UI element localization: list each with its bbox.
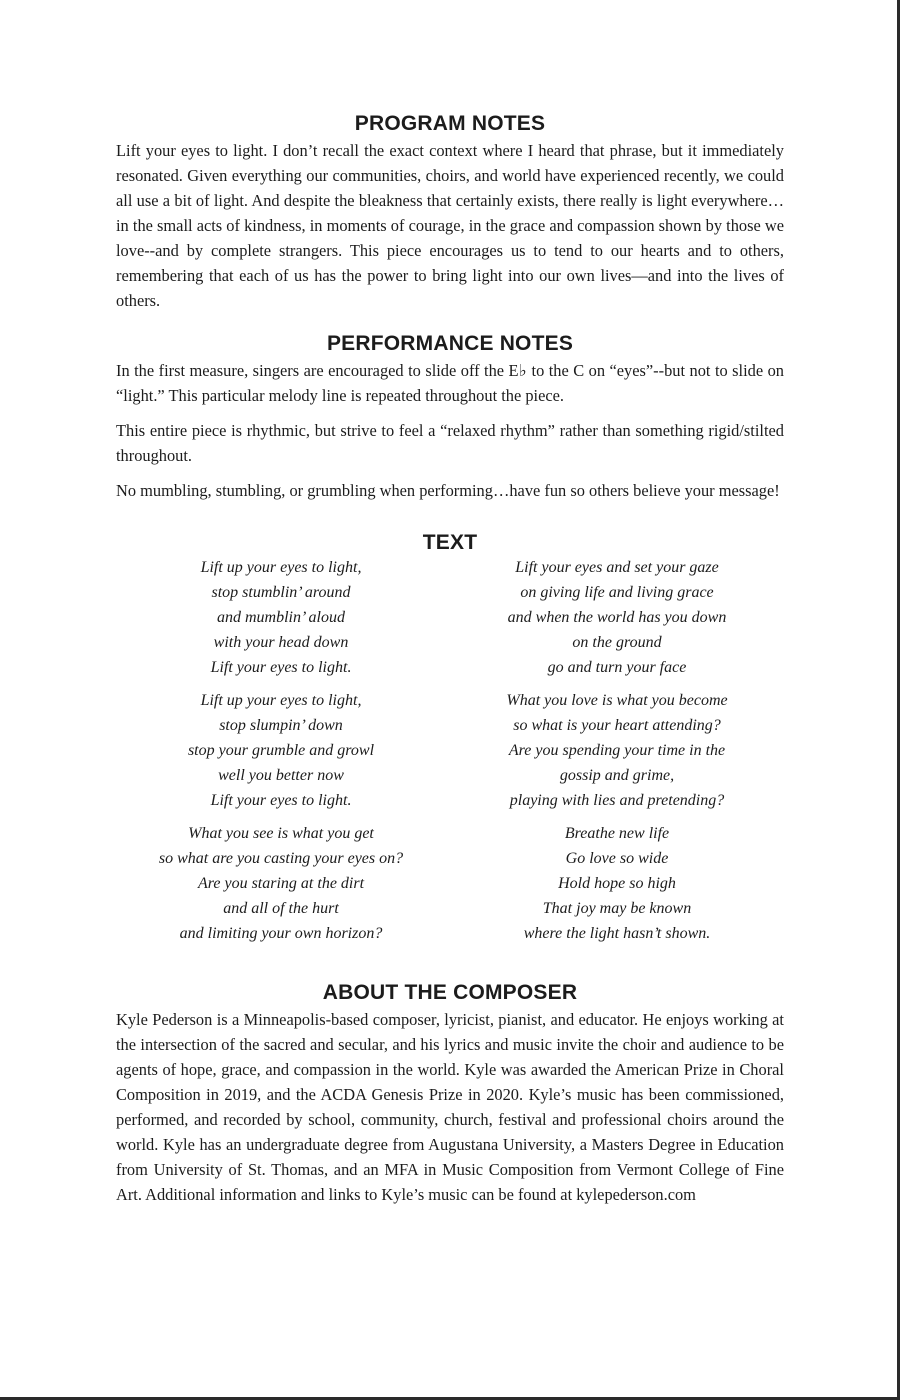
lyric-line: playing with lies and pretending? bbox=[509, 792, 725, 809]
lyric-line: stop your grumble and growl bbox=[187, 742, 375, 759]
performance-note-paragraph: This entire piece is rhythmic, but strive to feel a “relaxed rhythm” rather than something rigid/stilted throughout. bbox=[116, 421, 784, 465]
lyric-line: What you see is what you get bbox=[188, 825, 374, 842]
performance-notes-heading: PERFORMANCE NOTES bbox=[326, 332, 574, 355]
lyric-line: Are you staring at the dirt bbox=[197, 875, 365, 892]
lyric-line: and when the world has you down bbox=[507, 609, 727, 626]
lyric-line: Lift up your eyes to light, bbox=[200, 692, 362, 709]
lyrics-block bbox=[116, 555, 784, 965]
lyric-line: Lift your eyes and set your gaze bbox=[515, 559, 719, 576]
lyric-line: That joy may be known bbox=[542, 900, 692, 917]
lyrics-stanza bbox=[116, 555, 446, 680]
lyric-line: so what are you casting your eyes on? bbox=[158, 850, 404, 867]
lyric-line: Lift your eyes to light. bbox=[210, 792, 352, 809]
lyric-line: go and turn your face bbox=[547, 659, 687, 676]
lyrics-stanza bbox=[452, 555, 782, 680]
lyric-line: so what is your heart attending? bbox=[513, 717, 721, 734]
lyric-line: stop slumpin’ down bbox=[219, 717, 343, 734]
lyric-line: gossip and grime, bbox=[559, 767, 675, 784]
lyric-line: and mumblin’ aloud bbox=[217, 609, 345, 626]
lyric-line: What you love is what you become bbox=[506, 692, 728, 709]
program-notes-heading: PROGRAM NOTES bbox=[354, 112, 546, 135]
lyric-line: stop stumblin’ around bbox=[211, 584, 351, 601]
lyric-line: Are you spending your time in the bbox=[508, 742, 726, 759]
lyric-line: Lift up your eyes to light, bbox=[200, 559, 362, 576]
lyric-line: and limiting your own horizon? bbox=[179, 925, 383, 942]
lyric-line: on giving life and living grace bbox=[520, 584, 714, 601]
program-notes-text: Lift your eyes to light. I don’t recall the exact context where I heard that phrase, but it immediately resonated. Given everything our communities, choirs, and world have experienced recently, we could all use a bit of light. And despite the bleakness that certainly exists, there really is light everywhere…in the small acts of kindness, in moments of courage, in the grace and compassion shown by those we love--and by complete strangers. This piece encourages us to tend to our hearts and to others, remembering that each of us has the power to bring light into our own lives—and into the lives of others. bbox=[116, 141, 784, 310]
lyric-line: Lift your eyes to light. bbox=[210, 659, 352, 676]
lyric-line: where the light hasn’t shown. bbox=[523, 925, 711, 942]
lyrics-stanza bbox=[452, 821, 782, 946]
lyric-line: with your head down bbox=[213, 634, 349, 651]
lyrics-stanza bbox=[116, 821, 446, 946]
lyrics-right-column bbox=[452, 555, 782, 954]
lyric-line: on the ground bbox=[572, 634, 662, 651]
performance-note-paragraph: In the first measure, singers are encouraged to slide off the E♭ to the C on “eyes”--but not to slide on “light.” This particular melody line is repeated throughout the piece. bbox=[116, 361, 784, 405]
text-heading: TEXT bbox=[422, 531, 478, 554]
lyric-line: and all of the hurt bbox=[223, 900, 339, 917]
lyric-line: Breathe new life bbox=[564, 825, 670, 842]
lyrics-stanza bbox=[116, 688, 446, 813]
lyric-line: well you better now bbox=[218, 767, 344, 784]
document-page bbox=[116, 110, 784, 1207]
about-composer-heading: ABOUT THE COMPOSER bbox=[322, 981, 578, 1004]
lyric-line: Hold hope so high bbox=[558, 875, 676, 892]
lyrics-left-column bbox=[116, 555, 446, 954]
lyrics-stanza bbox=[452, 688, 782, 813]
lyric-line: Go love so wide bbox=[565, 850, 669, 867]
about-composer-text: Kyle Pederson is a Minneapolis-based composer, lyricist, pianist, and educator. He enjoys working at the intersection of the sacred and secular, and his lyrics and music invite the choir and audience to be agents of hope, grace, and compassion in the world. Kyle was awarded the American Prize in Choral Composition in 2019, and the ACDA Genesis Prize in 2020. Kyle’s music has been commissioned, performed, and recorded by school, community, church, festival and professional choirs around the world. Kyle has an undergraduate degree from Augustana University, a Masters Degree in Education from University of St. Thomas, and an MFA in Music Composition from Vermont College of Fine Art. Additional information and links to Kyle’s music can be found at kylepederson.com bbox=[116, 1010, 784, 1204]
performance-note-paragraph: No mumbling, stumbling, or grumbling when performing…have fun so others believe your message! bbox=[116, 481, 780, 500]
